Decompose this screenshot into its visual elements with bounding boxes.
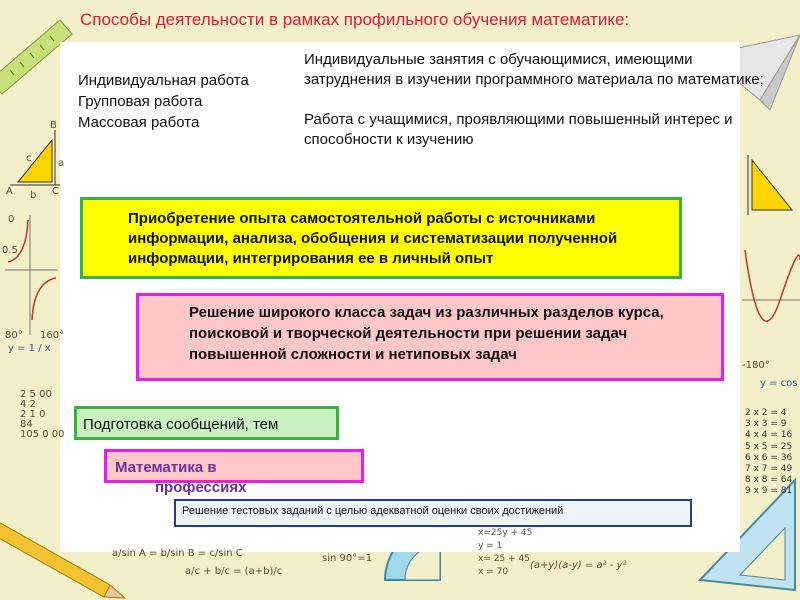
func-label-left: y = 1 / x xyxy=(8,343,51,354)
times-row: 6 x 6 = 36 xyxy=(745,452,793,463)
right-triangle-icon xyxy=(10,130,60,185)
arith-line: 2 1 0 xyxy=(20,409,46,420)
times-table xyxy=(745,408,792,498)
form-item: Групповая работа xyxy=(78,93,203,110)
times-row: 5 x 5 = 25 xyxy=(745,441,793,452)
axis-zero-label: 0 xyxy=(8,214,15,225)
equation-line: x = 70 xyxy=(478,567,509,577)
func-label-right: y = cos xyxy=(760,378,798,389)
axis-80-label: 80° xyxy=(5,330,23,341)
times-row: 3 x 3 = 9 xyxy=(745,419,787,430)
form-item: Индивидуальная работа xyxy=(78,72,249,89)
sine-rule-formula: a/sin A = b/sin B = c/sin C xyxy=(112,548,243,559)
equation-line: x=25y + 45 xyxy=(478,528,533,538)
triangle-vertex-a: A xyxy=(6,186,13,197)
arith-column xyxy=(20,390,65,440)
triangle-side-c: c xyxy=(26,153,32,164)
right-triangle-icon-2 xyxy=(748,155,792,215)
triangle-side-b: b xyxy=(30,190,37,201)
tests-box: Решение тестовых заданий с целью адекватной оценки своих достижений xyxy=(174,499,692,527)
slide-title: Способы деятельности в рамках профильного обучения математике: xyxy=(80,10,630,29)
professions-box xyxy=(104,449,364,496)
axis-160-label: 160° xyxy=(40,330,65,341)
individual-item: Работа с учащимися, проявляющими повышенный интерес и способности к изучению xyxy=(304,111,733,148)
triangle-vertex-c: C xyxy=(52,186,59,197)
fraction-sum-formula: a/c + b/c = (a+b)/c xyxy=(185,566,283,577)
professions-line: Математика в xyxy=(115,459,217,476)
equation-line: y = 1 xyxy=(478,541,503,551)
sin90-formula: sin 90°=1 xyxy=(322,553,372,564)
times-row: 4 x 4 = 16 xyxy=(745,430,793,441)
arith-line: 2 5 00 xyxy=(20,389,52,400)
tasks-box: Решение широкого класса задач из различных разделов курса, поисковой и творческой деятельности при решении задач повышенной сложности и нетиповых задач xyxy=(136,293,724,381)
experience-box: Приобретение опыта самостоятельной работы с источниками информации, анализа, обобщения и систематизации полученной информации, интегрирования ее в личный опыт xyxy=(80,197,682,279)
times-row: 8 x 8 = 64 xyxy=(745,475,793,486)
arith-line: 4 2 xyxy=(20,399,36,410)
arith-line: 84 xyxy=(20,419,33,430)
times-row: 9 x 9 = 81 xyxy=(745,486,793,497)
individual-work-text xyxy=(304,50,764,150)
equations-block xyxy=(478,527,532,579)
form-item: Массовая работа xyxy=(78,114,200,131)
axis-minus180-label: -180° xyxy=(742,360,770,371)
individual-item: Индивидуальные занятия с обучающимися, имеющими затруднения в изучении программного материала по математике; xyxy=(304,51,764,88)
triangle-side-a: a xyxy=(58,158,65,169)
equation-line: x= 25 + 45 xyxy=(478,554,530,564)
professions-line: профессиях xyxy=(155,479,247,496)
triangle-vertex-b: B xyxy=(50,120,57,131)
cos-graph xyxy=(742,250,800,321)
algebra-formula: (a+y)(a-y) = a² - y² xyxy=(530,560,627,571)
work-forms-list xyxy=(78,70,249,133)
axis-05-label: 0.5 xyxy=(2,245,18,256)
arith-line: 105 0 00 xyxy=(20,429,65,440)
times-row: 7 x 7 = 49 xyxy=(745,464,793,475)
reports-box: Подготовка сообщений, тем xyxy=(74,406,339,440)
times-row: 2 x 2 = 4 xyxy=(745,408,787,418)
hyperbola-graph xyxy=(5,215,58,335)
